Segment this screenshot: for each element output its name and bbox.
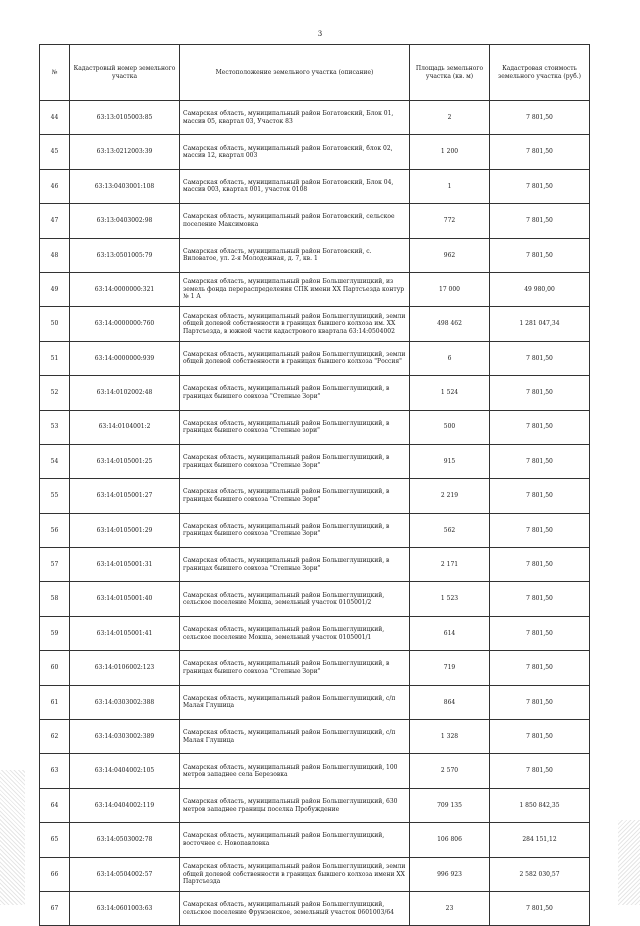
cell-cadastral-number: 63:14:0504002:57: [70, 857, 180, 891]
cell-number: 46: [40, 169, 70, 203]
cell-cadastral-cost: 7 801,50: [490, 238, 590, 272]
cell-cadastral-cost: 1 850 842,35: [490, 788, 590, 822]
cell-location: Самарская область, муниципальный район Богатовский, блок 02, массив 12, квартал 003: [180, 135, 410, 169]
cell-cadastral-number: 63:14:0601003:63: [70, 891, 180, 925]
cell-number: 65: [40, 823, 70, 857]
table-row: [40, 341, 590, 375]
cell-cadastral-cost: 7 801,50: [490, 376, 590, 410]
cell-number: 45: [40, 135, 70, 169]
cell-area: 1 328: [410, 720, 490, 754]
cell-location: Самарская область, муниципальный район Большеглушицкий, в границах бывшего совхоза "Степные зори": [180, 410, 410, 444]
cell-number: 57: [40, 548, 70, 582]
cell-location: Самарская область, муниципальный район Большеглушицкий, в границах бывшего совхоза "Степные Зори": [180, 513, 410, 547]
cell-location: Самарская область, муниципальный район Большеглушицкий, с/п Малая Глушица: [180, 685, 410, 719]
cell-location: Самарская область, муниципальный район Большеглушицкий, с/п Малая Глушица: [180, 720, 410, 754]
cell-cadastral-cost: 2 582 030,57: [490, 857, 590, 891]
table-row: [40, 788, 590, 822]
cell-area: 2 570: [410, 754, 490, 788]
header-location: Местоположение земельного участка (описание): [180, 45, 410, 101]
cell-location: Самарская область, муниципальный район Богатовский, с. Виловатое, ул. 2-я Молодежная, д. 7, кв. 1: [180, 238, 410, 272]
cell-location: Самарская область, муниципальный район Большеглушицкий, в границах бывшего совхоза "Степные Зори": [180, 444, 410, 478]
cell-location: Самарская область, муниципальный район Большеглушицкий, из земель фонда перераспределения СПК имени XX Партсъезда контур № 1 А: [180, 272, 410, 306]
header-no: №: [40, 45, 70, 101]
cell-location: Самарская область, муниципальный район Большеглушицкий, сельское поселение Мокша, земельный участок 0105001/2: [180, 582, 410, 616]
cell-number: 55: [40, 479, 70, 513]
cell-area: 2: [410, 101, 490, 135]
table-row: [40, 582, 590, 616]
cell-cadastral-cost: 7 801,50: [490, 341, 590, 375]
cell-cadastral-cost: 7 801,50: [490, 891, 590, 925]
cell-area: 1 524: [410, 376, 490, 410]
cell-number: 64: [40, 788, 70, 822]
cell-area: 772: [410, 204, 490, 238]
cell-location: Самарская область, муниципальный район Большеглушицкий, земли общей долевой собственности в границах бывшего колхоза им. XX Партсъезда, в южной части кадастрового квартала 63:14:0504002: [180, 307, 410, 341]
table-row: [40, 444, 590, 478]
table-row: [40, 823, 590, 857]
cell-number: 50: [40, 307, 70, 341]
table-row: [40, 651, 590, 685]
cell-cadastral-cost: 284 151,12: [490, 823, 590, 857]
cell-cadastral-number: 63:13:0403002:98: [70, 204, 180, 238]
cell-number: 61: [40, 685, 70, 719]
cell-area: 23: [410, 891, 490, 925]
cell-number: 54: [40, 444, 70, 478]
cell-cadastral-number: 63:14:0000000:939: [70, 341, 180, 375]
table-row: [40, 548, 590, 582]
cell-cadastral-number: 63:14:0105001:29: [70, 513, 180, 547]
land-plots-table: [39, 44, 590, 926]
table-row: [40, 616, 590, 650]
cell-number: 63: [40, 754, 70, 788]
cell-location: Самарская область, муниципальный район Большеглушицкий, в границах бывшего совхоза "Степные Зори": [180, 651, 410, 685]
table-row: [40, 238, 590, 272]
cell-cadastral-number: 63:14:0105001:25: [70, 444, 180, 478]
table-row: [40, 410, 590, 444]
cell-location: Самарская область, муниципальный район Большеглушицкий, в границах бывшего совхоза "Степные Зори": [180, 479, 410, 513]
cell-number: 58: [40, 582, 70, 616]
cell-cadastral-cost: 7 801,50: [490, 101, 590, 135]
cell-cadastral-cost: 7 801,50: [490, 548, 590, 582]
cell-cadastral-number: 63:13:0501005:79: [70, 238, 180, 272]
table-row: [40, 101, 590, 135]
cell-area: 962: [410, 238, 490, 272]
cell-location: Самарская область, муниципальный район Большеглушицкий, 100 метров западнее села Березовка: [180, 754, 410, 788]
table-row: [40, 720, 590, 754]
cell-cadastral-cost: 7 801,50: [490, 169, 590, 203]
table-header-row: [40, 45, 590, 101]
table-row: [40, 857, 590, 891]
cell-cadastral-cost: 7 801,50: [490, 513, 590, 547]
cell-cadastral-cost: 1 281 047,34: [490, 307, 590, 341]
cell-cadastral-number: 63:14:0000000:321: [70, 272, 180, 306]
cell-cadastral-cost: 7 801,50: [490, 135, 590, 169]
cell-location: Самарская область, муниципальный район Большеглушицкий, в границах бывшего совхоза "Степные Зори": [180, 376, 410, 410]
table-row: [40, 891, 590, 925]
scan-noise-left: [0, 770, 25, 905]
cell-location: Самарская область, муниципальный район Большеглушицкий, восточнее с. Новопавловка: [180, 823, 410, 857]
cell-area: 1 523: [410, 582, 490, 616]
cell-cadastral-number: 63:14:0404002:119: [70, 788, 180, 822]
cell-location: Самарская область, муниципальный район Большеглушицкий, земли общей долевой собственности в границах бывшего колхоза имени XX Партсъезда: [180, 857, 410, 891]
table-row: [40, 754, 590, 788]
table-row: [40, 513, 590, 547]
cell-number: 49: [40, 272, 70, 306]
cell-number: 51: [40, 341, 70, 375]
cell-area: 996 923: [410, 857, 490, 891]
cell-area: 2 171: [410, 548, 490, 582]
cell-area: 498 462: [410, 307, 490, 341]
cell-area: 17 000: [410, 272, 490, 306]
page-number: 3: [317, 30, 323, 38]
cell-cadastral-number: 63:14:0303002:388: [70, 685, 180, 719]
cell-number: 52: [40, 376, 70, 410]
cell-cadastral-cost: 7 801,50: [490, 479, 590, 513]
cell-cadastral-number: 63:14:0102002:48: [70, 376, 180, 410]
cell-area: 106 806: [410, 823, 490, 857]
cell-number: 66: [40, 857, 70, 891]
cell-cadastral-cost: 7 801,50: [490, 204, 590, 238]
header-cost: Кадастровая стоимость земельного участка (руб.): [490, 45, 590, 101]
cell-area: 562: [410, 513, 490, 547]
cell-cadastral-number: 63:14:0000000:760: [70, 307, 180, 341]
cell-cadastral-cost: 7 801,50: [490, 651, 590, 685]
cell-location: Самарская область, муниципальный район Богатовский, сельское поселение Максимовка: [180, 204, 410, 238]
table-row: [40, 376, 590, 410]
cell-number: 47: [40, 204, 70, 238]
header-cadastral: Кадастровый номер земельного участка: [70, 45, 180, 101]
cell-cadastral-number: 63:14:0105001:41: [70, 616, 180, 650]
cell-cadastral-cost: 7 801,50: [490, 616, 590, 650]
cell-cadastral-cost: 7 801,50: [490, 685, 590, 719]
cell-area: 719: [410, 651, 490, 685]
cell-cadastral-cost: 49 980,00: [490, 272, 590, 306]
cell-cadastral-cost: 7 801,50: [490, 720, 590, 754]
cell-area: 614: [410, 616, 490, 650]
cell-area: 864: [410, 685, 490, 719]
table-row: [40, 479, 590, 513]
cell-location: Самарская область, муниципальный район Большеглушицкий, земли общей долевой собственности в границах бывшего колхоза "Россия": [180, 341, 410, 375]
cell-area: 500: [410, 410, 490, 444]
cell-number: 44: [40, 101, 70, 135]
cell-number: 56: [40, 513, 70, 547]
cell-area: 6: [410, 341, 490, 375]
cell-number: 62: [40, 720, 70, 754]
cell-cadastral-number: 63:13:0403001:108: [70, 169, 180, 203]
cell-cadastral-cost: 7 801,50: [490, 410, 590, 444]
cell-number: 60: [40, 651, 70, 685]
cell-area: 1: [410, 169, 490, 203]
table-row: [40, 685, 590, 719]
cell-number: 59: [40, 616, 70, 650]
cell-cadastral-number: 63:13:0212003:39: [70, 135, 180, 169]
cell-cadastral-cost: 7 801,50: [490, 444, 590, 478]
table-row: [40, 135, 590, 169]
cell-cadastral-number: 63:14:0104001:2: [70, 410, 180, 444]
cell-cadastral-number: 63:14:0503002:78: [70, 823, 180, 857]
cell-location: Самарская область, муниципальный район Большеглушицкий, сельское поселение Фрунзенское, земельный участок 0601003/64: [180, 891, 410, 925]
cell-cadastral-number: 63:14:0404002:105: [70, 754, 180, 788]
cell-number: 67: [40, 891, 70, 925]
cell-number: 48: [40, 238, 70, 272]
cell-cadastral-number: 63:14:0303002:389: [70, 720, 180, 754]
cell-location: Самарская область, муниципальный район Большеглушицкий, сельское поселение Мокша, земельный участок 0105001/1: [180, 616, 410, 650]
cell-cadastral-number: 63:13:0105003:85: [70, 101, 180, 135]
cell-location: Самарская область, муниципальный район Богатовский, Блок 01, массив 05, квартал 03, Участок 83: [180, 101, 410, 135]
header-area: Площадь земельного участка (кв. м): [410, 45, 490, 101]
table-row: [40, 204, 590, 238]
cell-area: 915: [410, 444, 490, 478]
cell-location: Самарская область, муниципальный район Богатовский, Блок 04, массив 003, квартал 001, участок 0108: [180, 169, 410, 203]
cell-cadastral-cost: 7 801,50: [490, 754, 590, 788]
table-row: [40, 169, 590, 203]
cell-area: 1 200: [410, 135, 490, 169]
cell-cadastral-cost: 7 801,50: [490, 582, 590, 616]
cell-number: 53: [40, 410, 70, 444]
cell-area: 2 219: [410, 479, 490, 513]
cell-location: Самарская область, муниципальный район Большеглушицкий, в границах бывшего совхоза "Степные Зори": [180, 548, 410, 582]
cell-cadastral-number: 63:14:0105001:40: [70, 582, 180, 616]
cell-cadastral-number: 63:14:0105001:27: [70, 479, 180, 513]
table-row: [40, 307, 590, 341]
cell-location: Самарская область, муниципальный район Большеглушицкий, 630 метров западнее границы поселка Пробуждение: [180, 788, 410, 822]
scan-noise-right: [618, 820, 640, 905]
cell-area: 709 135: [410, 788, 490, 822]
cell-cadastral-number: 63:14:0105001:31: [70, 548, 180, 582]
table-row: [40, 272, 590, 306]
table-body: [40, 101, 590, 926]
cell-cadastral-number: 63:14:0106002:123: [70, 651, 180, 685]
